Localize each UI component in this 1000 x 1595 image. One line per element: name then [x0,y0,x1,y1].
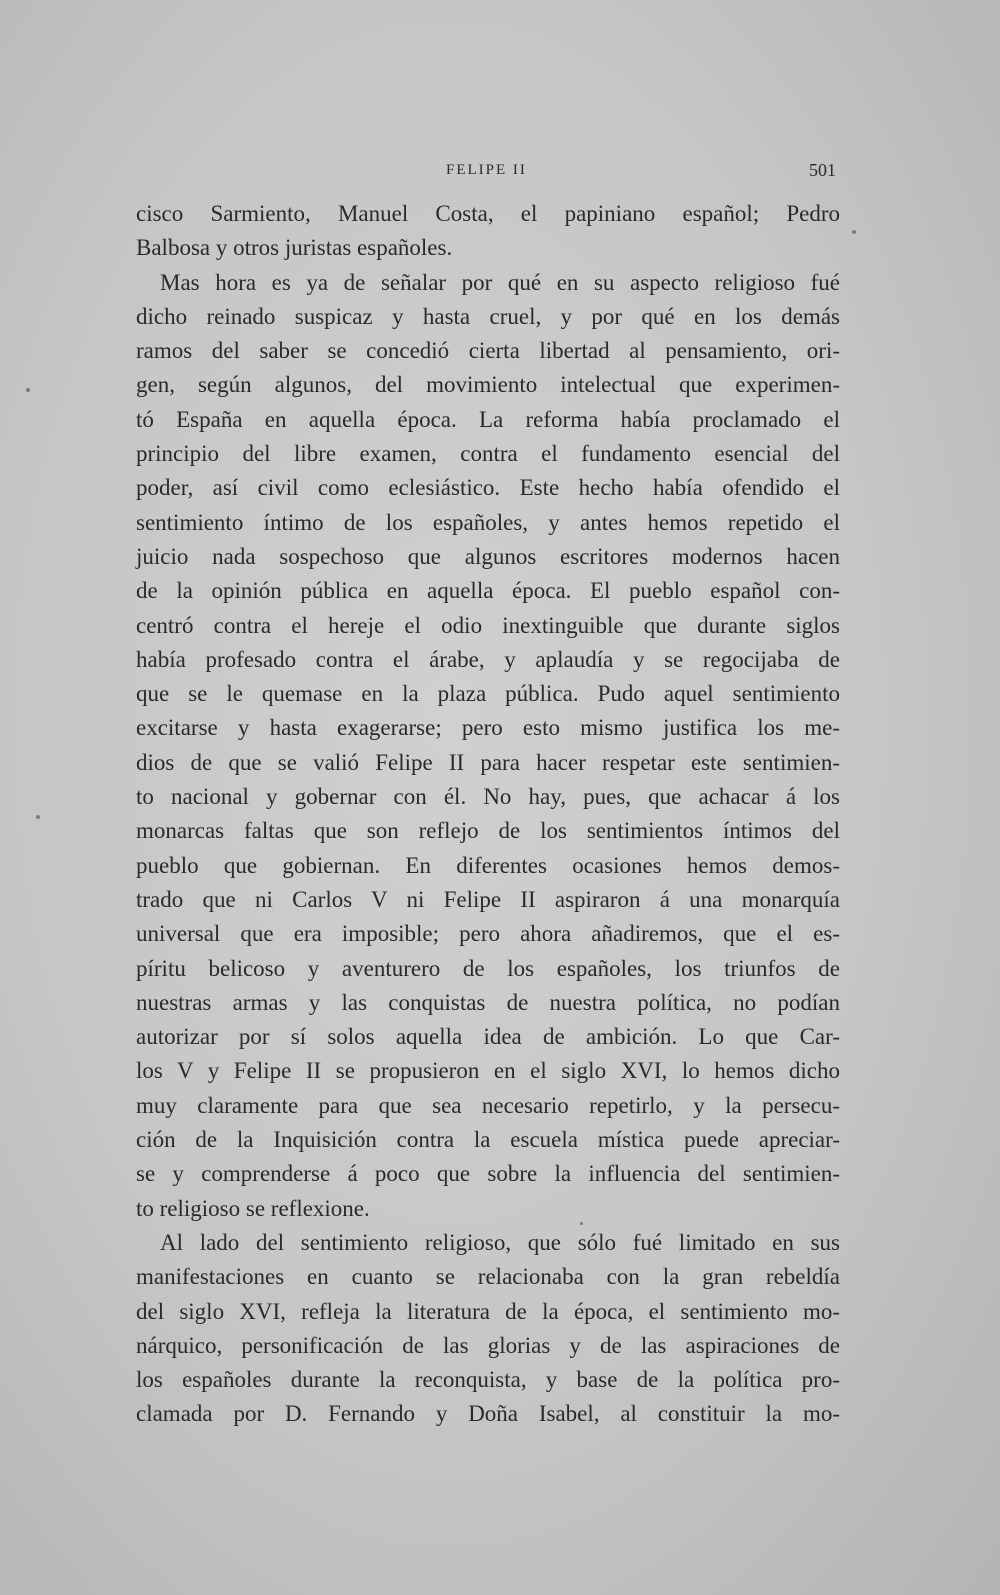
text-line: nuestras armas y las conquistas de nuestra política, no podían [136,989,840,1015]
paper-speck [26,388,30,392]
text-line: monarcas faltas que son reflejo de los sentimientos íntimos del [136,818,840,844]
text-line: sentimiento íntimo de los españoles, y antes hemos repetido el [136,509,840,535]
text-line: de la opinión pública en aquella época. El pueblo español con- [136,578,840,604]
text-line: cisco Sarmiento, Manuel Costa, el papiniano español; Pedro [136,201,840,226]
text-line: poder, así civil como eclesiástico. Este hecho había ofendido el [136,475,840,501]
text-line: juicio nada sospechoso que algunos escritores modernos hacen [136,543,840,569]
text-line: tó España en aquella época. La reforma había proclamado el [136,406,840,432]
text-line: muy claramente para que sea necesario repetirlo, y la persecu- [136,1092,840,1118]
text-line: los españoles durante la reconquista, y base de la política pro- [136,1367,840,1393]
text-line: dicho reinado suspicaz y hasta cruel, y por qué en los demás [136,303,840,329]
running-title: FELIPE II [446,162,527,178]
text-line: pueblo que gobiernan. En diferentes ocasiones hemos demos- [136,852,840,878]
text-line: autorizar por sí solos aquella idea de ambición. Lo que Car- [136,1024,840,1050]
text-line: dios de que se valió Felipe II para hacer respetar este sentimien- [136,749,840,775]
text-line: del siglo XVI, refleja la literatura de la época, el sentimiento mo- [136,1298,840,1324]
text-line: principio del libre examen, contra el fundamento esencial del [136,441,840,467]
text-line: Mas hora es ya de señalar por qué en su aspecto religioso fué [160,269,840,295]
text-line: píritu belicoso y aventurero de los españoles, los triunfos de [136,955,840,981]
paper-speck [852,230,856,234]
body-text [136,197,840,1432]
text-line: trado que ni Carlos V ni Felipe II aspiraron á una monarquía [136,886,840,912]
text-line: gen, según algunos, del movimiento intelectual que experimen- [136,372,840,398]
page-header [136,160,836,186]
text-line: to religioso se reflexione. [136,1195,370,1221]
text-line: excitarse y hasta exagerarse; pero esto mismo justifica los me- [136,715,840,741]
text-line: clamada por D. Fernando y Doña Isabel, al constituir la mo- [136,1401,840,1427]
paper-speck [580,1222,583,1225]
text-line: manifestaciones en cuanto se relacionaba con la gran rebeldía [136,1264,840,1290]
text-line: Balbosa y otros juristas españoles. [136,235,453,261]
text-line: Al lado del sentimiento religioso, que sólo fué limitado en sus [160,1229,840,1255]
text-line: ción de la Inquisición contra la escuela mística puede apreciar- [136,1127,840,1153]
text-line: se y comprenderse á poco que sobre la influencia del sentimien- [136,1161,840,1187]
text-line: nárquico, personificación de las glorias y de las aspiraciones de [136,1332,840,1358]
paper-speck [36,815,40,819]
text-line: había profesado contra el árabe, y aplaudía y se regocijaba de [136,646,840,672]
text-line: universal que era imposible; pero ahora añadiremos, que el es- [136,921,840,947]
text-line: los V y Felipe II se propusieron en el siglo XVI, lo hemos dicho [136,1058,840,1084]
text-line: que se le quemase en la plaza pública. Pudo aquel sentimiento [136,681,840,707]
page-number: 501 [809,160,836,180]
text-line: centró contra el hereje el odio inextinguible que durante siglos [136,612,840,638]
text-line: to nacional y gobernar con él. No hay, pues, que achacar á los [136,784,840,810]
text-line: ramos del saber se concedió cierta libertad al pensamiento, ori- [136,338,840,364]
